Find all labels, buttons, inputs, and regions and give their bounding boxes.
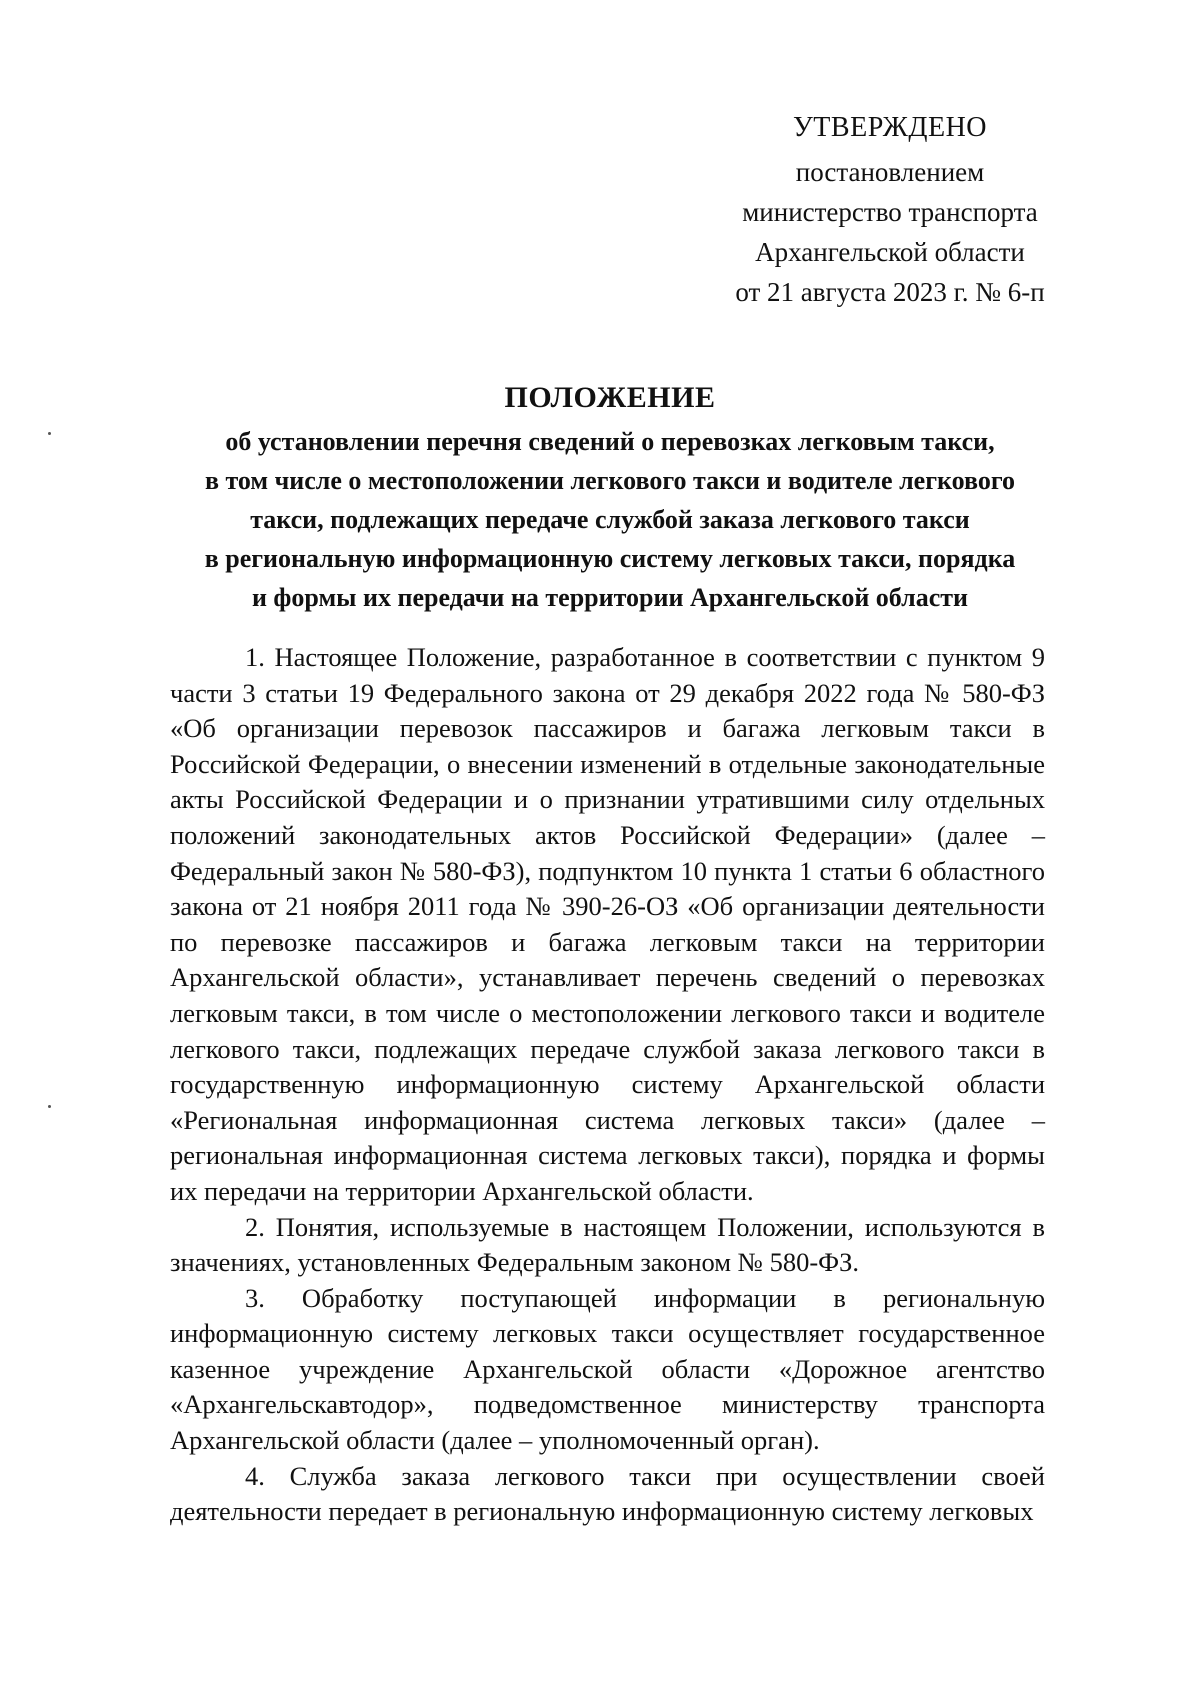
subtitle-line: в региональную информационную систему легковых такси, порядка xyxy=(204,544,1016,573)
document-body xyxy=(170,640,1045,1530)
approval-line-region: Архангельской области xyxy=(755,237,1025,267)
approval-line-ministry: министерство транспорта xyxy=(742,197,1038,227)
approval-stamp-block xyxy=(700,108,1080,312)
paragraph-1: 1. Настоящее Положение, разработанное в соответствии с пунктом 9 части 3 статьи 19 Федерального закона от 29 декабря 2022 года № 580-ФЗ «Об организации перевозок пассажиров и багажа легковым такси в Российской Федерации, о внесении изменений в отдельные законодательные акты Российской Федерации и о признании утратившими силу отдельных положений законодательных актов Российской Федерации» (далее – Федеральный закон № 580-ФЗ), подпунктом 10 пункта 1 статьи 6 областного закона от 21 ноября 2011 года № 390-26-ОЗ «Об организации деятельности по перевозке пассажиров и багажа легковым такси на территории Архангельской области», устанавливает перечень сведений о перевозках легковым такси, в том числе о местоположении легкового такси и водителе легкового такси, подлежащих передаче службой заказа легкового такси в государственную информационную систему Архангельской области «Региональная информационная система легковых такси» (далее – региональная информационная система легковых такси), порядка и формы их передачи на территории Архангельской области. xyxy=(170,642,1045,1206)
scan-speck xyxy=(48,432,51,435)
subtitle-line: об установлении перечня сведений о перевозках легковым такси, xyxy=(225,427,995,456)
paragraph-3: 3. Обработку поступающей информации в региональную информационную систему легковых такси осуществляет государственное казенное учреждение Архангельской области «Дорожное агентство «Архангельскавтодор», подведомственное министерству транспорта Архангельской области (далее – уполномоченный орган). xyxy=(170,1282,1045,1456)
paragraph-2: 2. Понятия, используемые в настоящем Положении, используются в значениях, установленных Федеральным законом № 580-ФЗ. xyxy=(170,1211,1045,1278)
approval-line-date: от 21 августа 2023 г. № 6-п xyxy=(735,277,1045,307)
subtitle-line: в том числе о местоположении легкового такси и водителе легкового xyxy=(204,466,1016,495)
scan-speck xyxy=(48,1105,51,1108)
subtitle-line: такси, подлежащих передаче службой заказа легкового такси xyxy=(250,505,970,534)
document-title-block xyxy=(170,378,1050,617)
subtitle-line: и формы их передачи на территории Архангельской области xyxy=(251,583,969,612)
approval-line-resolution: постановлением xyxy=(795,157,985,187)
approval-heading: УТВЕРЖДЕНО xyxy=(792,112,988,143)
paragraph-4: 4. Служба заказа легкового такси при осуществлении своей деятельности передает в региональную информационную систему легковых xyxy=(170,1460,1045,1527)
document-title: ПОЛОЖЕНИЕ xyxy=(504,381,716,414)
